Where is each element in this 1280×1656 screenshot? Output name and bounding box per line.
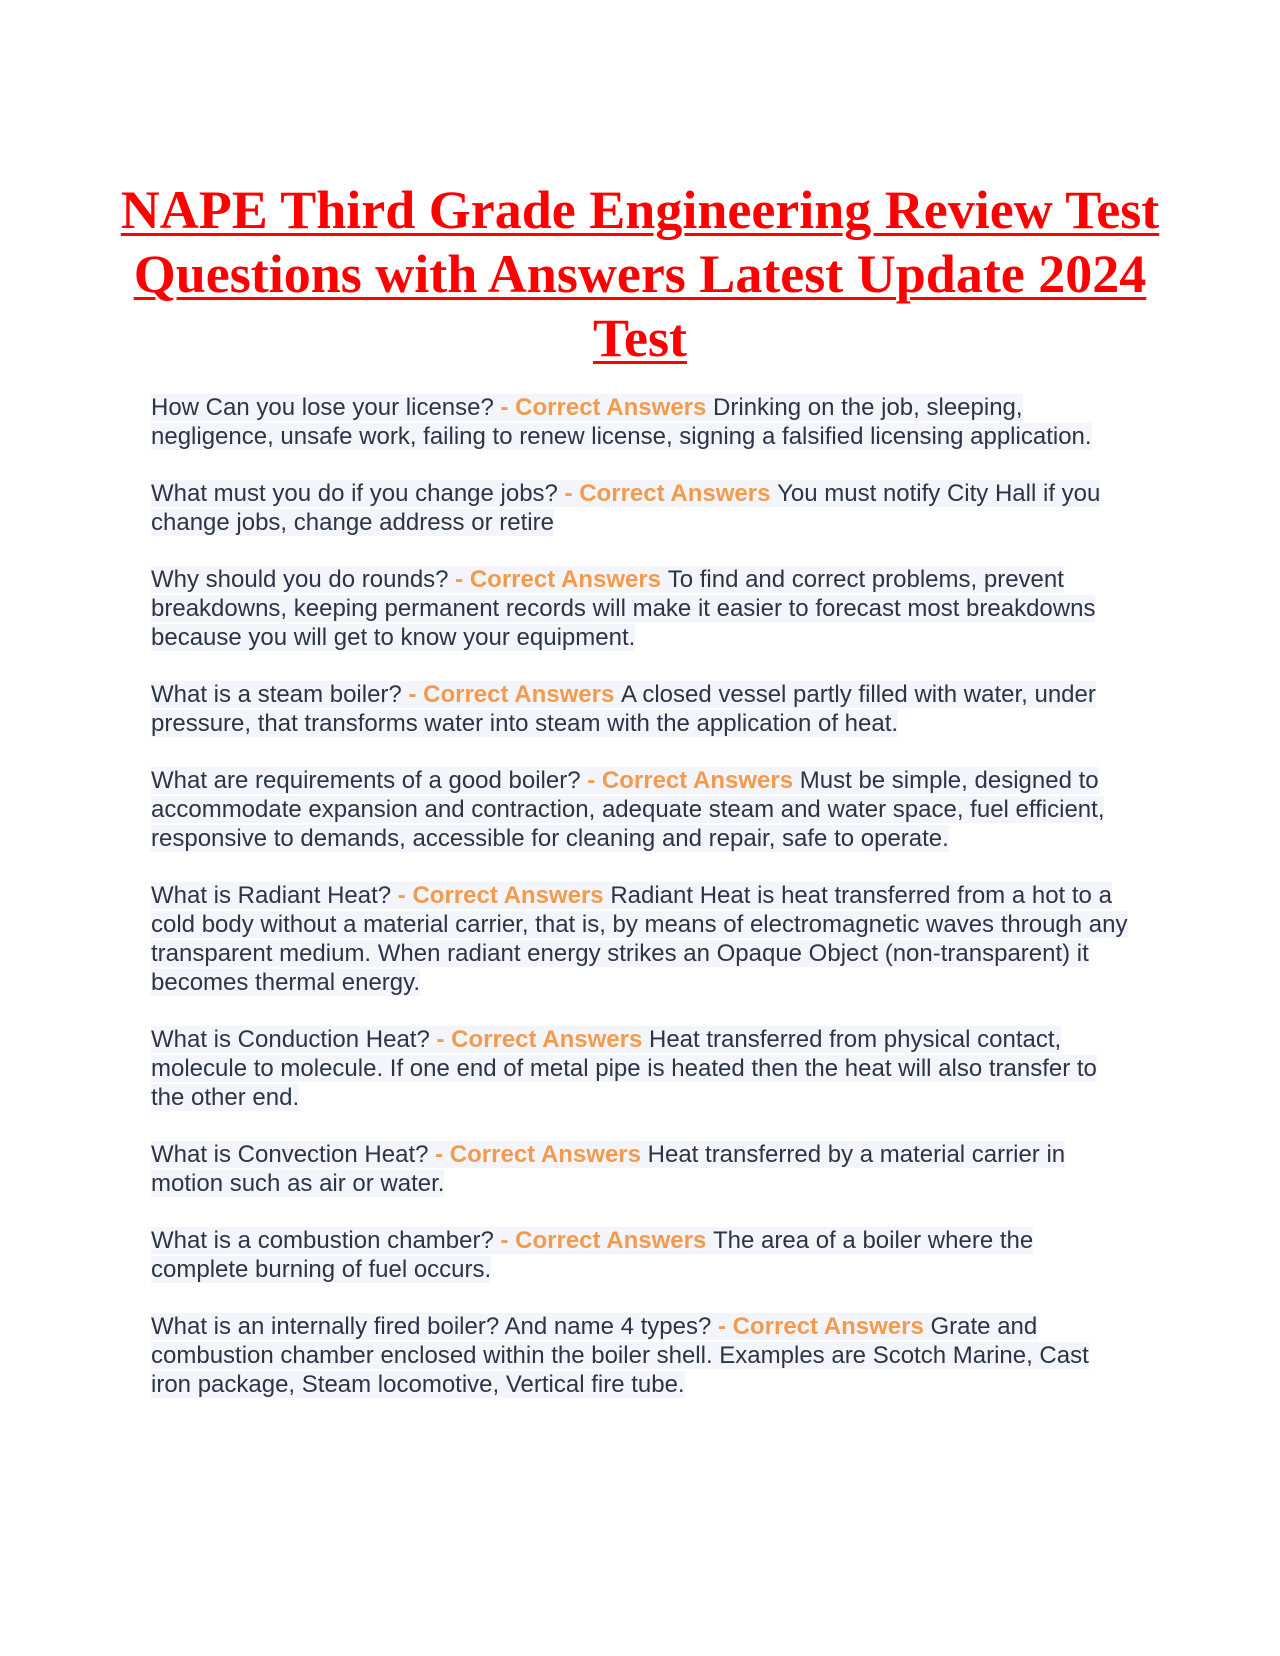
answer-separator: - Correct Answers: [711, 1313, 931, 1340]
question-text: What are requirements of a good boiler?: [151, 767, 581, 794]
answer-text: Heat transferred from physical contact, molecule to molecule. If one end of metal pipe is heated then the heat will also transfer to the other end.: [151, 1026, 1097, 1111]
qa-item: [151, 1140, 1131, 1198]
answer-text: To find and correct problems, prevent breakdowns, keeping permanent records will make it easier to forecast most breakdowns because you will get to know your equipment.: [151, 566, 1096, 651]
qa-item: [151, 1312, 1131, 1399]
answer-text: Drinking on the job, sleeping, negligence, unsafe work, failing to renew license, signing a falsified licensing application.: [151, 394, 1092, 450]
qa-item: [151, 881, 1131, 997]
question-text: What is an internally fired boiler? And name 4 types?: [151, 1313, 712, 1340]
answer-separator: - Correct Answers: [391, 882, 611, 909]
question-text: What is a steam boiler?: [151, 681, 402, 708]
question-text: What is a combustion chamber?: [151, 1227, 494, 1254]
qa-item: [151, 1025, 1131, 1112]
answer-text: The area of a boiler where the complete burning of fuel occurs.: [151, 1227, 1034, 1283]
answer-separator: - Correct Answers: [493, 394, 714, 421]
question-text: Why should you do rounds?: [151, 566, 449, 593]
question-text: How Can you lose your license?: [151, 394, 494, 421]
answer-text: Grate and combustion chamber enclosed within the boiler shell. Examples are Scotch Marine, Cast iron package, Steam locomotive, Vertical fire tube.: [151, 1313, 1089, 1398]
answer-separator: - Correct Answers: [493, 1227, 714, 1254]
qa-item: [151, 680, 1131, 738]
page-title: NAPE Third Grade Engineering Review Test Questions with Answers Latest Update 2024 Test: [120, 180, 1160, 368]
question-text: What is Convection Heat?: [151, 1141, 429, 1168]
qa-item: [151, 1226, 1131, 1284]
answer-separator: - Correct Answers: [428, 1141, 648, 1168]
question-text: What is Conduction Heat?: [151, 1026, 430, 1053]
answer-text: Radiant Heat is heat transferred from a hot to a cold body without a material carrier, that is, by means of electromagnetic waves through any transparent medium. When radiant energy strikes an Opaque Object (non-transparent) it becomes thermal energy.: [151, 882, 1128, 996]
question-text: What is Radiant Heat?: [151, 882, 392, 909]
qa-item: [151, 479, 1131, 537]
answer-text: Must be simple, designed to accommodate expansion and contraction, adequate steam and water space, fuel efficient, responsive to demands, accessible for cleaning and repair, safe to operate.: [151, 767, 1105, 852]
qa-item: [151, 393, 1131, 451]
answer-separator: - Correct Answers: [429, 1026, 649, 1053]
qa-list: [151, 393, 1131, 1427]
answer-text: A closed vessel partly filled with water, under pressure, that transforms water into steam with the application of heat.: [151, 681, 1096, 737]
answer-separator: - Correct Answers: [580, 767, 800, 794]
question-text: What must you do if you change jobs?: [151, 480, 558, 507]
answer-separator: - Correct Answers: [557, 480, 778, 507]
answer-separator: - Correct Answers: [401, 681, 621, 708]
answer-separator: - Correct Answers: [448, 566, 668, 593]
answer-text: Heat transferred by a material carrier in motion such as air or water.: [151, 1141, 1066, 1197]
qa-item: [151, 766, 1131, 853]
answer-text: You must notify City Hall if you change jobs, change address or retire: [151, 480, 1101, 536]
qa-item: [151, 565, 1131, 652]
